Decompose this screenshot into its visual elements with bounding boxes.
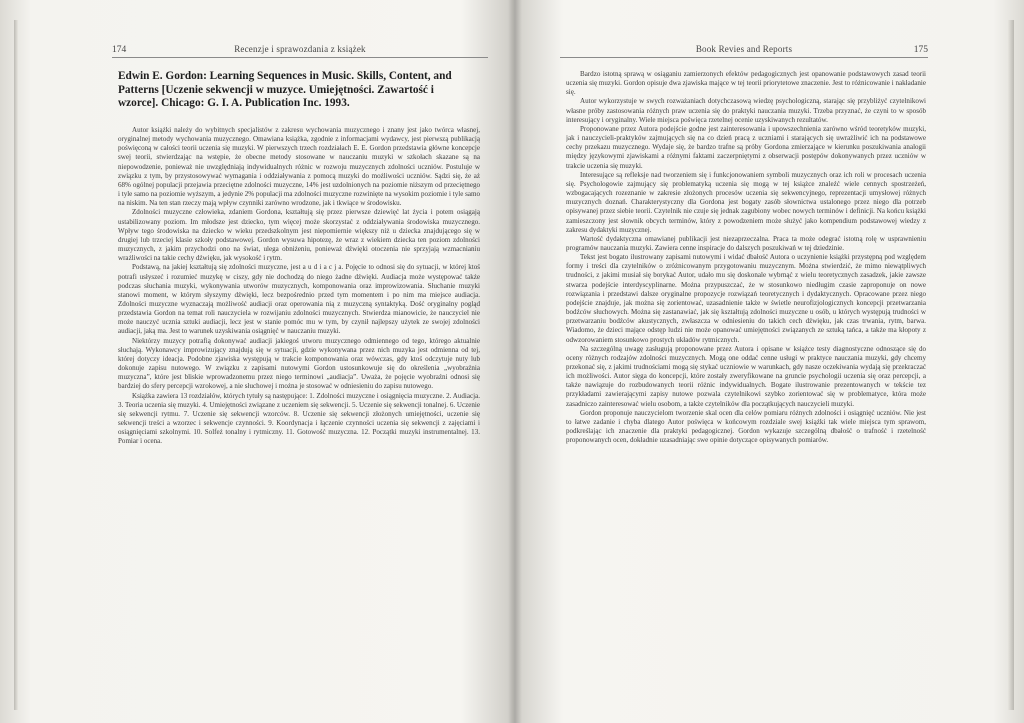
left-page — [112, 0, 488, 723]
left-paragraph: Zdolności muzyczne człowieka, zdaniem Gordona, kształtują się przez pierwsze dziewięć lat życia i potem osiągają ustabilizowany poziom. Im młodsze jest dziecko, tym więcej może skorzystać z oddziaływania środowiska muzycznego. Wpływ tego środowiska na dziecko w wieku przedszkolnym jest niepomiernie większy niż u dziecka znajdującego się w drugiej lub trzeciej klasie szkoły podstawowej. Gordon wysuwa hipotezę, że wraz z wiekiem dziecka ten poziom zdolności muzycznych, z jakim przychodzi ono na świat, ulega obniżeniu, ponieważ dźwięki otoczenia nie sprzyjają wzmacnianiu wrażliwości na takie cechy dźwięku, jak wysokość i rytm. — [118, 208, 480, 263]
right-running-head-title: Book Revies and Reports — [695, 44, 793, 54]
right-paragraph: Na szczególną uwagę zasługują proponowane przez Autora i opisane w książce testy diagnostyczne odnoszące się do oceny różnych rodzajów zdolności muzycznych. Mogą one oddać cenne usługi w praktyce nauczania muzyki, gdy chcemy przekonać się, z jakimi trudnościami mogą się stykać uczniowie w warunkach, gdy nasze oczekiwania wydają się przekraczać ich możliwości. Autor sięga do koncepcji, które zostały zweryfikowane na gruncie psychologii uczenia się oraz percepcji, a także nawiązuje do rozbudowanych teorii różnic indywidualnych. Bogate ilustrowanie prezentowanych w tekście tez przykładami zawierającymi zapisy nutowe pozwala czytelnikowi szybko zorientować się w problematyce, która może zasadniczo zainteresować wielu osobom, a także czytelników dla początkujących nauczycieli muzyki. — [566, 344, 926, 408]
left-paragraph: Podstawą, na jakiej kształtują się zdolności muzyczne, jest a u d i a c j a. Pojęcie to odnosi się do sytuacji, w której ktoś potrafi usłyszeć i rozumieć muzykę w ciszy, gdy nie dochodzą do niego żadne dźwięki. Audiacja może występować także podczas słuchania muzyki, wykonywania utworów muzycznych, komponowania oraz improwizowania. Słuchanie muzyki stanowi moment, w którym słyszymy dźwięki, lecz bezpośrednio przed tym momentem i po nim ma miejsce audiacja. Zdolności muzyczne wyznaczają możliwość audiacji oraz operowania nią z muzyczną syntaktyką. Dość oryginalny pogląd przedstawia Gordon na temat roli nauczyciela w rozwijaniu zdolności muzycznych. Stwierdza mianowicie, że nauczyciel nie może nauczyć ucznia sztuki audiacji, lecz jest w stanie pomóc mu w tym, by czynił najlepszy użytek ze swojej zdolności audiacji, jaką ma. Jest to warunek uzyskiwania osiągnięć w nauczaniu muzyki. — [118, 263, 480, 336]
right-page — [560, 0, 928, 723]
right-paragraph: Gordon proponuje nauczycielom tworzenie skal ocen dla celów pomiaru różnych zdolności i osiągnięć uczniów. Nie jest to łatwe zadanie i chyba dlatego Autor poświęca w końcowym rozdziale swej książki tak wiele miejsca tym sprawom, podkreślając ich znaczenie dla praktyki pedagogicznej. Gordon wykazuje szczególną dbałość o trafność i rzetelność proponowanych ocen, dokładnie uzasadniając swe opinie dotyczące opisywanych pomiarów. — [566, 408, 926, 445]
right-paragraph: Bardzo istotną sprawą w osiąganiu zamierzonych efektów pedagogicznych jest opanowanie podstawowych zasad teorii uczenia się muzyki. Gordon opisuje dwa zjawiska mające w tej teorii priorytetowe znaczenie. Jest to różnicowanie i nakładanie się. — [566, 70, 926, 97]
review-book-title: Edwin E. Gordon: Learning Sequences in Music. Skills, Content, and Patterns [Uczenie sekwencji w muzyce. Umiejętności. Zawartość i wzorce]. Chicago: G. I. A. Publication Inc. 1993. — [118, 70, 452, 109]
left-page-body — [118, 126, 480, 716]
right-paragraph: Interesujące są refleksje nad tworzeniem się i funkcjonowaniem symboli muzycznych oraz ich roli w procesach uczenia się. Psychologowie zajmujący się problematyką uczenia się mogą w tej książce znaleźć wiele cennych spostrzeżeń, wzbogacających rozeznanie w zakresie złożonych procesów uczenia się sekwencyjnego, reprezentacji umysłowej różnych muzycznych doznań. Charakterystyczny dla Gordona jest bogaty zasób słownictwa ustalonego przez niego dla potrzeb opisywanej przez siebie teorii. Czytelnik nie czuje się jednak zagubiony wobec nowych terminów i definicji. Na końcu książki zamieszczony jest słownik obcych terminów, który z powodzeniem może służyć jako kompendium podstawowej wiedzy z zakresu dydaktyki muzycznej. — [566, 170, 926, 234]
right-running-head — [560, 44, 928, 58]
right-page-edge — [1008, 20, 1014, 710]
right-page-number: 175 — [913, 45, 928, 55]
right-paragraph: Wartość dydaktyczna omawianej publikacji jest niezaprzeczalna. Praca ta może odegrać istotną rolę w usprawnieniu programów nauczania muzyki. Zawiera cenne inspiracje do dalszych poszukiwań w tej dziedzinie. — [566, 234, 926, 252]
right-paragraph: Proponowane przez Autora podejście godne jest zainteresowania i upowszechnienia zarówno wśród teoretyków muzyki, jak i nauczycieli-praktyków zajmujących się na co dzień pracą z uczniami i starających się uwrażliwić ich na podstawowe cechy przekazu muzycznego. Wydaje się, że bardzo trafne są próby Gordona zmierzające w kierunku poszukiwania analogii między językowymi zjawiskami a różnymi faktami zaczerpniętymi z obserwacji postępów dokonywanych przez uczniów w trakcie uczenia się muzyki. — [566, 124, 926, 170]
left-page-edge — [14, 20, 18, 710]
left-page-number: 174 — [112, 45, 127, 55]
right-paragraph: Autor wykorzystuje w swych rozważaniach dotychczasową wiedzę psychologiczną, starając się przybliżyć czytelnikowi własne próby zastosowania różnych praw uczenia się do praktyki nauczania muzyki. Trzeba przyznać, że czyni to w sposób interesujący i oryginalny. Wiele miejsca poświęca rzetelnej ocenie uzyskiwanych rezultatów. — [566, 97, 926, 124]
left-running-head-title: Recenzje i sprawozdania z książek — [234, 44, 366, 54]
left-paragraph: Niektórzy muzycy potrafią dokonywać audiacji jakiegoś utworu muzycznego odmiennego od tego, którego aktualnie słuchają. Wykonawcy improwizujący znajdują się w sytuacji, gdzie wykonywana przez nich muzyka jest odmienna od tej, której dotyczy ideacja. Podobne zjawiska występują w trakcie komponowania oraz wówczas, gdy ktoś odczytuje nuty lub dokonuje zapisu nutowego. W związku z zapisami nutowymi Gordon ustosunkowuje się do określenia „wyobraźnia muzyczna”, które jest bliskie wprowadzonemu przez niego terminowi „audiacja”. Uważa, że pojęcie wyobraźni odnosi się bardziej do sfery percepcji wzrokowej, a nie słuchowej i można je stosować w odniesieniu do zapisu nutowego. — [118, 336, 480, 391]
left-paragraph: Autor książki należy do wybitnych specjalistów z zakresu wychowania muzycznego i znany jest jako twórca własnej, oryginalnej metody wychowania muzycznego. Omawiana książka, zgodnie z informacjami wydawcy, jest pierwszą publikacją poświęconą w całości teorii uczenia się muzyki. W pierwszych trzech rozdziałach E. E. Gordon przedstawia główne koncepcje swej teorii, stwierdzając na wstępie, że obecne metody stosowane w nauczaniu muzyki w szkołach skazane są na niepowodzenie, ponieważ nie uwzględniają indywidualnych różnic w rozwoju muzycznych zdolności uczniów. Postuluje w związku z tym, by przystosowywać wymagania i oddziaływania z pomocą muzyki do możliwości uczniów. Sądzi się, że aż 68% ogólnej populacji przejawia przeciętne zdolności muzyczne, 14% jest uzdolnionych na poziomie niższym od przeciętnego i tyle samo na poziomie wyższym, a jedynie 2% populacji ma zdolności muzyczne rozwinięte na wysokim poziomie i tyle samo na niskim. Na ten stan rzeczy mają wpływ czynniki zarówno wrodzone, jak i tkwiące w środowisku. — [118, 126, 480, 208]
left-paragraph: Książka zawiera 13 rozdziałów, których tytuły są następujące: 1. Zdolności muzyczne i osiągnięcia muzyczne. 2. Audiacja. 3. Teoria uczenia się muzyki. 4. Umiejętności związane z uczeniem się sekwencji. 5. Uczenie się sekwencji tonalnej. 6. Uczenie się sekwencji rytmu. 7. Uczenie się sekwencji wzorców. 8. Uczenie się sekwencji złożonych umiejętności, uczenie się sekwencji treści a wzorzec i sekwencje czynności. 9. Koordynacja i łączenie czynności uczenia się sekwencji z zajęciami i osiągnięciami szkolnymi. 10. Solfeż tonalny i rytmiczny. 11. Gotowość muzyczna. 12. Początki muzyki instrumentalnej. 13. Pomiar i ocena. — [118, 391, 480, 446]
right-paragraph: Tekst jest bogato ilustrowany zapisami nutowymi i widać dbałość Autora o uczynienie książki przystępną pod względem formy i treści dla czytelników o zróżnicowanym przygotowaniu muzycznym. Można stwierdzić, że mimo niewątpliwych trudności, z jakimi musiał się borykać Autor, udało mu się doskonale wybrnąć z wielu teoretycznych zasadzek, jakie zawsze stwarza podejście interdyscyplinarne. Można przypuszczać, że w stosunkowo niedługim czasie zaproponuje on nowe rozwiązania i przedstawi dalsze oryginalne propozycje rozwiązań teoretycznych i dydaktycznych. Opracowane przez niego podejście znajduje, jak można się zorientować, uzasadnienie także w świetle neurofizjologicznych koncepcji przetwarzania bodźców słuchowych. Można się zastanawiać, jak się kształtują zdolności muzyczne u osób, u których występują trudności w przetwarzaniu bodźców akustycznych, zwłaszcza w odniesieniu do takich cech dźwięku, jak czas trwania, rytm, barwa. Wiadomo, że dzieci mające odstęp ludzi nie może opanować umiejętności związanych ze sztuką tańca, a także ma kłopoty z odwzorowaniem stosunkowo prostych układów rytmicznych. — [566, 253, 926, 344]
right-page-body — [566, 70, 926, 710]
left-running-head — [112, 44, 488, 58]
book-gutter — [508, 0, 522, 723]
